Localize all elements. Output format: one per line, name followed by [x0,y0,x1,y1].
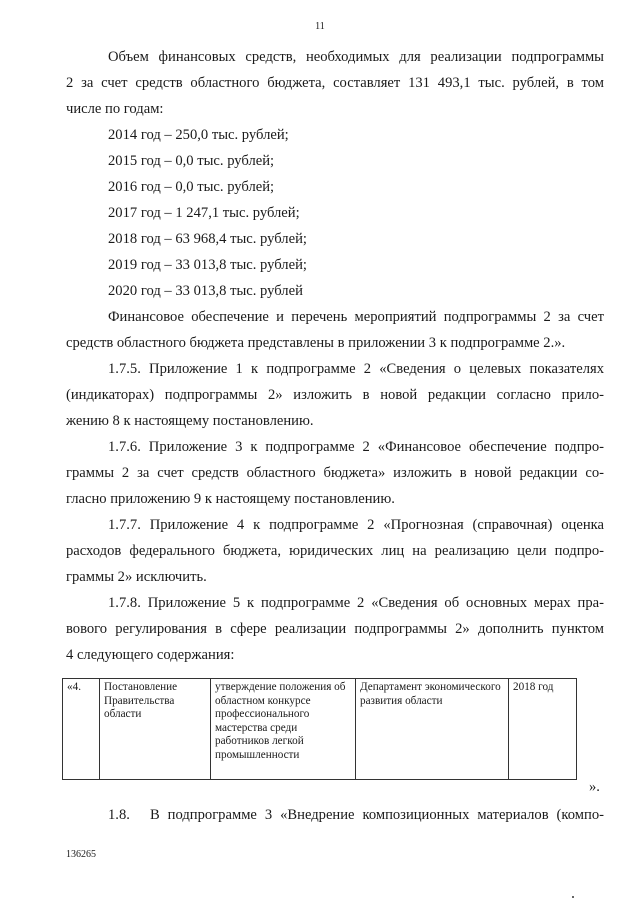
year-2017: 2017 год – 1 247,1 тыс. рублей; [108,205,300,221]
para1-line3: числе по годам: [66,101,164,117]
cell-number: «4. [63,679,100,780]
p175-line3: жению 8 к настоящему постановлению. [66,413,314,429]
para1-line1: Объем финансовых средств, необходимых для реализации подпрограммы [108,49,604,65]
p18-text: В подпрограмме 3 «Внедрение композиционных материалов (компо- [150,807,604,823]
p176-line2: граммы 2 за счет средств областного бюджета» изложить в новой редакции со- [66,465,604,481]
footer-code: 136265 [66,849,96,860]
para1-line2: 2 за счет средств областного бюджета, составляет 131 493,1 тыс. рублей, в том [66,75,604,91]
cell-year: 2018 год [509,679,577,780]
p178-line3: 4 следующего содержания: [66,647,235,663]
table-closing-quote: ». [589,779,600,795]
year-2015: 2015 год – 0,0 тыс. рублей; [108,153,275,169]
year-2014: 2014 год – 250,0 тыс. рублей; [108,127,289,143]
page-number: 11 [315,21,325,32]
p178-line1: 1.7.8. Приложение 5 к подпрограмме 2 «Сведения об основных мерах пра- [108,595,604,611]
p176-line1: 1.7.6. Приложение 3 к подпрограмме 2 «Финансовое обеспечение подпро- [108,439,604,455]
inserted-table [62,678,577,780]
p175-line1: 1.7.5. Приложение 1 к подпрограмме 2 «Сведения о целевых показателях [108,361,604,377]
p177-line3: граммы 2» исключить. [66,569,207,585]
year-2019: 2019 год – 33 013,8 тыс. рублей; [108,257,307,273]
year-2016: 2016 год – 0,0 тыс. рублей; [108,179,275,195]
para2-line1: Финансовое обеспечение и перечень мероприятий подпрограммы 2 за счет [108,309,604,325]
scan-speck [572,896,574,898]
year-2018: 2018 год – 63 968,4 тыс. рублей; [108,231,307,247]
table-row [63,679,577,780]
cell-description: утверждение положения об областном конкурсе профессионального мастерства среди работников легкой промышленности [211,679,356,780]
cell-document-type: Постановление Правительства области [100,679,211,780]
p18-number: 1.8. [108,807,130,823]
p176-line3: гласно приложению 9 к настоящему постановлению. [66,491,395,507]
para2-line2: средств областного бюджета представлены в приложении 3 к подпрограмме 2.». [66,335,566,351]
year-2020: 2020 год – 33 013,8 тыс. рублей [108,283,303,299]
cell-responsible: Департамент экономического развития области [356,679,509,780]
p177-line2: расходов федерального бюджета, юридических лиц на реализацию цели подпро- [66,543,604,559]
p178-line2: вового регулирования в сфере реализации подпрограммы 2» дополнить пунктом [66,621,604,637]
p175-line2: (индикаторах) подпрограммы 2» изложить в новой редакции согласно прило- [66,387,604,403]
p177-line1: 1.7.7. Приложение 4 к подпрограмме 2 «Прогнозная (справочная) оценка [108,517,604,533]
